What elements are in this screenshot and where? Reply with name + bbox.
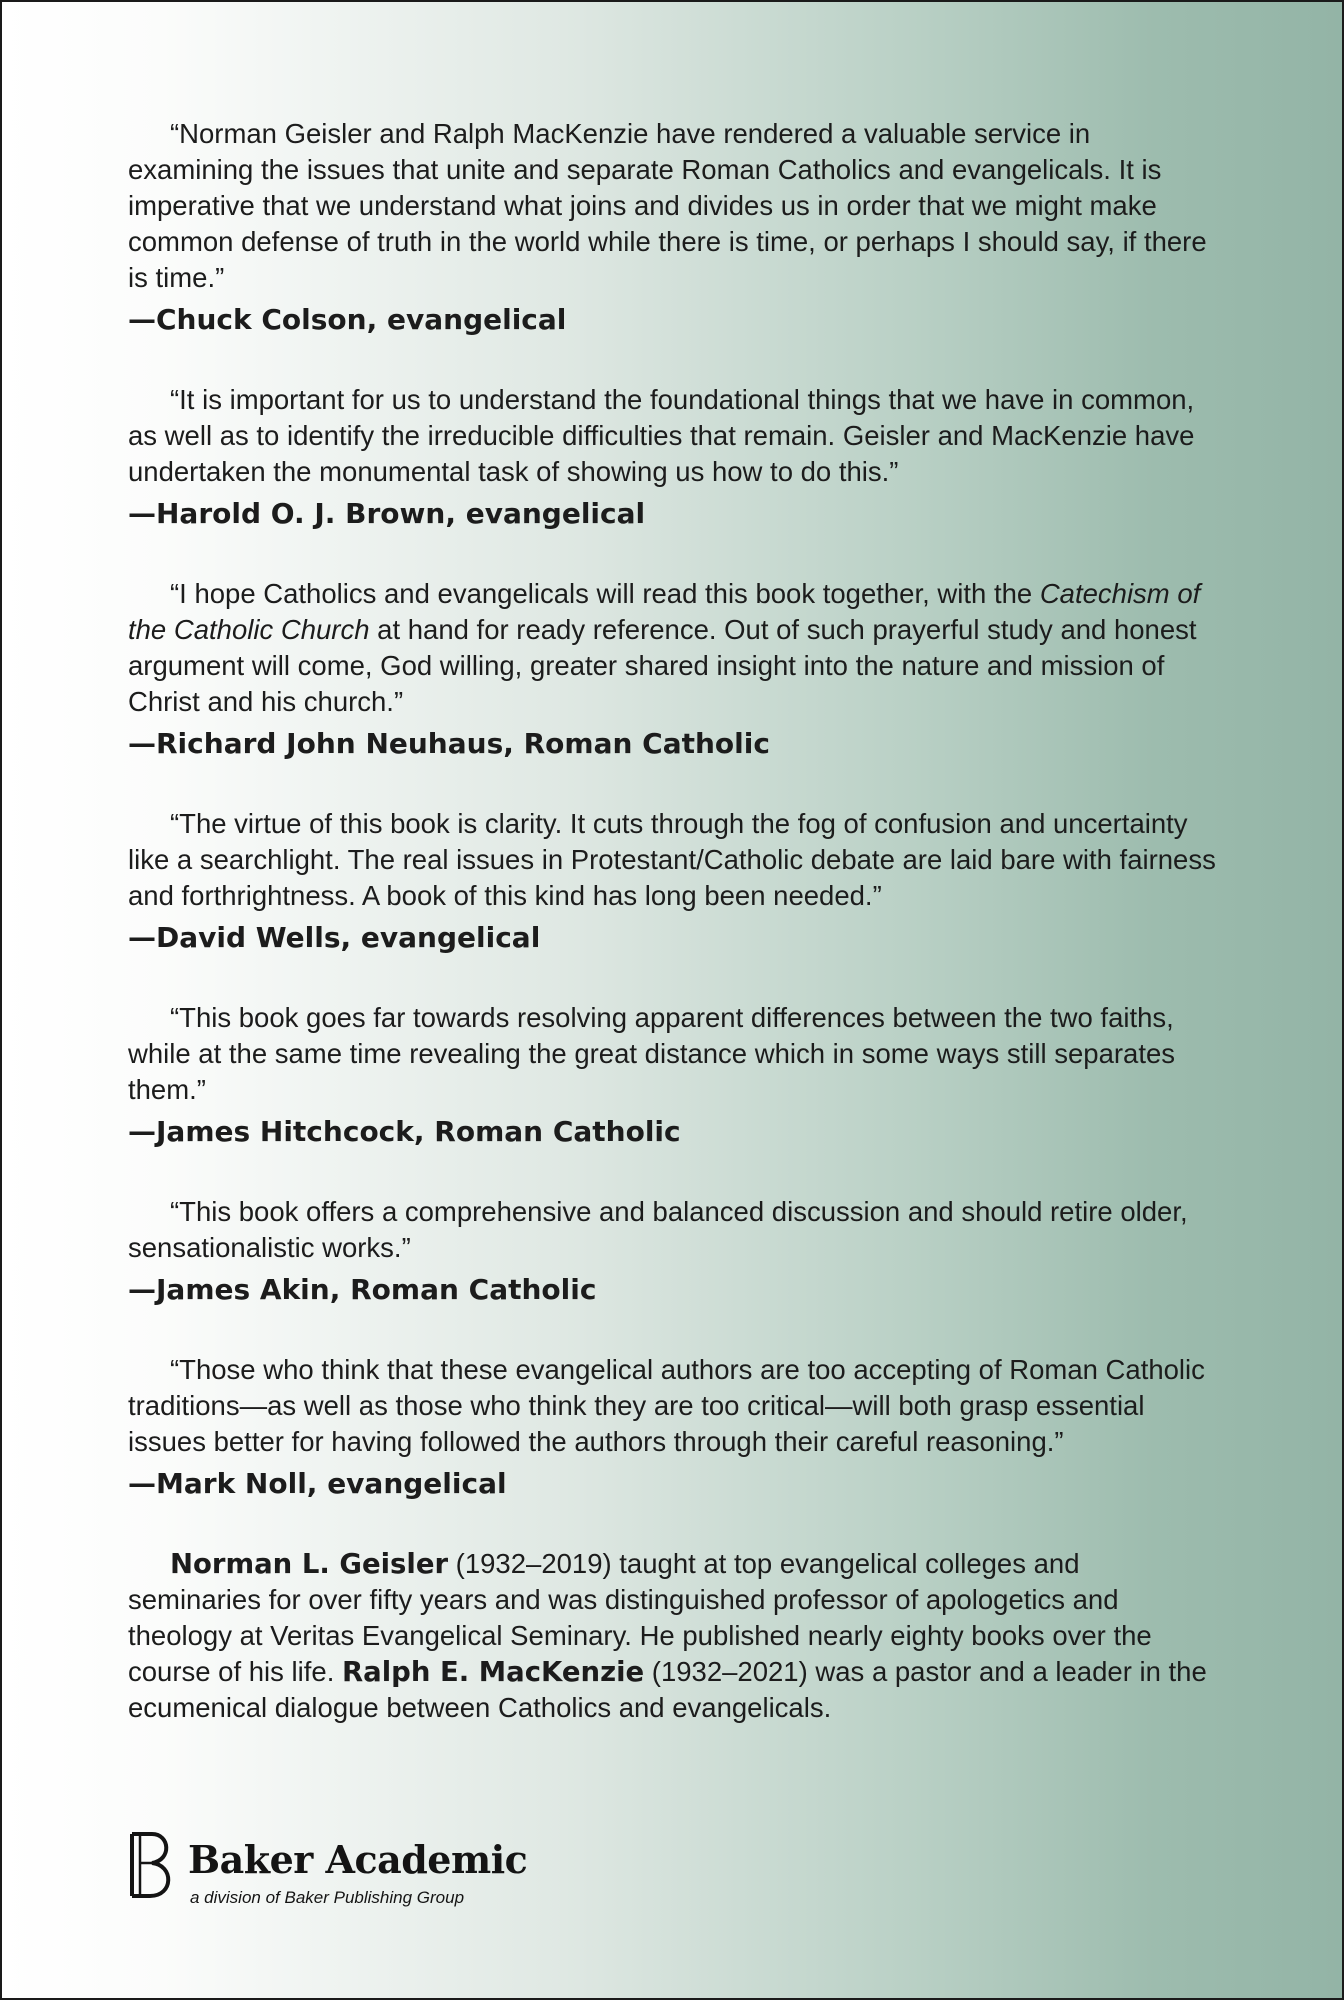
endorser-name: —Richard John Neuhaus, <box>128 727 514 760</box>
endorsement-quote: “Those who think that these evangelical authors are too accepting of Roman Catholic traditions—as well as those who think they are too critical—will both grasp essential issues better for having followed the authors through their careful reasoning.” <box>128 1354 1205 1457</box>
endorsement <box>128 1000 1218 1150</box>
endorser-name: —Chuck Colson, <box>128 303 378 336</box>
endorser-affiliation: Roman Catholic <box>523 727 770 760</box>
endorsement <box>128 1352 1218 1502</box>
quote-text: “I hope Catholics and evangelicals will read this book together, with the <box>170 578 1040 609</box>
author-name: Norman L. Geisler <box>170 1548 449 1580</box>
endorsement-quote: “Norman Geisler and Ralph MacKenzie have rendered a valuable service in examining the issues that unite and separate Roman Catholics and evangelicals. It is imperative that we understand what joins and divides us in order that we might make common defense of truth in the world while there is time, or perhaps I should say, if there is time.” <box>128 118 1207 293</box>
author-name: Ralph E. MacKenzie <box>341 1656 645 1688</box>
endorsement <box>128 1194 1218 1308</box>
endorser-name: —James Akin, <box>128 1273 341 1306</box>
publisher-tagline: a division of Baker Publishing Group <box>190 1888 465 1907</box>
endorser-name: —David Wells, <box>128 921 352 954</box>
endorsement-attribution <box>128 302 1218 338</box>
endorser-name: —Mark Noll, <box>128 1467 318 1500</box>
endorsement <box>128 382 1218 532</box>
endorsement-quote: “This book offers a comprehensive and balanced discussion and should retire older, sensationalistic works.” <box>128 1196 1188 1263</box>
endorsement-quote: “This book goes far towards resolving apparent differences between the two faiths, while at the same time revealing the great distance which in some ways still separates them.” <box>128 1002 1176 1105</box>
endorsement <box>128 806 1218 956</box>
author-bio-text: (1932–2019) taught at top evangelical colleges and seminaries for over fifty years and was distinguished professor of apologetics and theology at Veritas Evangelical Seminary. He published nearly eighty books over the course of his life. <box>128 1548 1152 1687</box>
endorsements <box>128 116 1218 1726</box>
endorser-affiliation: evangelical <box>387 303 567 336</box>
endorser-name: —Harold O. J. Brown, <box>128 497 456 530</box>
endorsement-attribution <box>128 920 1218 956</box>
baker-b-monogram-icon <box>126 1830 182 1900</box>
publisher-logo <box>126 1830 546 1910</box>
author-bio-text: (1932–2021) was a pastor and a leader in the ecumenical dialogue between Catholics and evangelicals. <box>128 1656 1207 1723</box>
quote-text: at hand for ready reference. Out of such prayerful study and honest argument will come, God willing, greater shared insight into the nature and mission of Christ and his church.” <box>128 614 1197 717</box>
endorser-affiliation: Roman Catholic <box>434 1115 681 1148</box>
endorser-affiliation: Roman Catholic <box>350 1273 597 1306</box>
endorsement <box>128 576 1218 762</box>
endorser-affiliation: evangelical <box>360 921 541 954</box>
endorsement-quote <box>128 576 1218 720</box>
catechism-title: Catechism of the Catholic Church <box>128 578 1201 645</box>
endorser-affiliation: evangelical <box>465 497 646 530</box>
endorser-affiliation: evangelical <box>327 1467 507 1500</box>
author-bio <box>128 1546 1218 1726</box>
publisher-name: Baker Academic <box>188 1837 528 1882</box>
endorsement-quote: “The virtue of this book is clarity. It cuts through the fog of confusion and uncertainty like a searchlight. The real issues in Protestant/Catholic debate are laid bare with fairness and forthrightness. A book of this kind has long been needed.” <box>128 808 1216 911</box>
endorsement-attribution <box>128 1272 1218 1308</box>
endorsement-quote: “It is important for us to understand the foundational things that we have in common, as well as to identify the irreducible difficulties that remain. Geisler and MacKenzie have undertaken the monumental task of showing us how to do this.” <box>128 384 1195 487</box>
endorsement-attribution <box>128 496 1218 532</box>
endorsement <box>128 116 1218 338</box>
endorsement-attribution <box>128 1466 1218 1502</box>
endorsement-attribution <box>128 1114 1218 1150</box>
endorser-name: —James Hitchcock, <box>128 1115 425 1148</box>
endorsement-attribution <box>128 726 1218 762</box>
